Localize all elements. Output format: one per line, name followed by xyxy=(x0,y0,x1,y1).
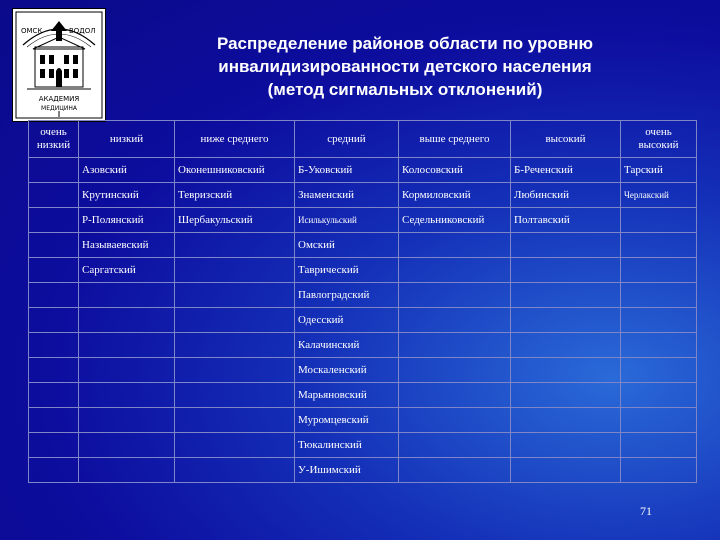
table-cell: Тарский xyxy=(621,158,697,183)
slide-title xyxy=(150,32,660,101)
table-cell: Называевский xyxy=(79,233,175,258)
academy-logo xyxy=(12,8,106,122)
table-cell xyxy=(29,333,79,358)
table-cell xyxy=(511,433,621,458)
table-cell: Москаленский xyxy=(295,358,399,383)
table-cell: Марьяновский xyxy=(295,383,399,408)
table-cell: Азовский xyxy=(79,158,175,183)
table-cell xyxy=(79,283,175,308)
table-cell xyxy=(511,233,621,258)
svg-text:ВОДОЛ: ВОДОЛ xyxy=(69,27,96,35)
table-cell xyxy=(29,208,79,233)
table-cell: Р-Полянский xyxy=(79,208,175,233)
table-cell xyxy=(621,308,697,333)
table-cell xyxy=(175,358,295,383)
table-cell xyxy=(621,358,697,383)
table-cell xyxy=(29,233,79,258)
table-row xyxy=(29,258,697,283)
table-cell: Б-Уковский xyxy=(295,158,399,183)
table-cell xyxy=(399,233,511,258)
table-cell xyxy=(621,408,697,433)
table-cell xyxy=(399,283,511,308)
table-cell xyxy=(29,358,79,383)
table-cell xyxy=(79,333,175,358)
table-cell xyxy=(175,333,295,358)
table-cell xyxy=(29,308,79,333)
header-high: высокий xyxy=(511,121,621,158)
page-number: 71 xyxy=(640,504,652,518)
table-cell xyxy=(29,158,79,183)
table-cell: Черлакский xyxy=(621,183,697,208)
svg-text:ОМСК: ОМСК xyxy=(21,27,43,35)
header-below-average: ниже среднего xyxy=(175,121,295,158)
table-row xyxy=(29,183,697,208)
table-cell xyxy=(511,458,621,483)
table-cell xyxy=(79,408,175,433)
table-cell: Любинский xyxy=(511,183,621,208)
table-cell xyxy=(399,358,511,383)
table-row xyxy=(29,208,697,233)
table-cell xyxy=(29,433,79,458)
table-cell xyxy=(621,383,697,408)
table-cell xyxy=(175,258,295,283)
table-cell xyxy=(175,383,295,408)
table-cell: Калачинский xyxy=(295,333,399,358)
table-row xyxy=(29,358,697,383)
table-cell xyxy=(79,358,175,383)
table-cell xyxy=(511,308,621,333)
table-cell xyxy=(79,308,175,333)
table-cell xyxy=(399,333,511,358)
table-cell: Таврический xyxy=(295,258,399,283)
table-cell xyxy=(175,458,295,483)
table-row xyxy=(29,433,697,458)
svg-text:АКАДЕМИЯ: АКАДЕМИЯ xyxy=(38,95,80,103)
table-cell xyxy=(79,383,175,408)
table-cell xyxy=(175,233,295,258)
table-cell xyxy=(621,233,697,258)
table-cell xyxy=(29,283,79,308)
table-cell xyxy=(175,433,295,458)
table-row xyxy=(29,333,697,358)
title-line-3: (метод сигмальных отклонений) xyxy=(267,80,543,99)
table-cell: Тюкалинский xyxy=(295,433,399,458)
table-cell: Тевризский xyxy=(175,183,295,208)
table-cell xyxy=(621,458,697,483)
table-cell: Знаменский xyxy=(295,183,399,208)
table-row xyxy=(29,158,697,183)
table-cell xyxy=(511,358,621,383)
table-row xyxy=(29,458,697,483)
table-cell xyxy=(621,283,697,308)
table-cell: Павлоградский xyxy=(295,283,399,308)
table-cell: Б-Реченский xyxy=(511,158,621,183)
table-cell xyxy=(175,408,295,433)
table-cell xyxy=(511,408,621,433)
table-cell: Колосовский xyxy=(399,158,511,183)
header-very-high: очень высокий xyxy=(621,121,697,158)
table-cell xyxy=(175,308,295,333)
table-cell xyxy=(621,433,697,458)
table-cell xyxy=(511,333,621,358)
table-cell xyxy=(29,383,79,408)
academy-emblem-icon xyxy=(13,9,105,121)
table-row xyxy=(29,408,697,433)
table-cell: Седельниковский xyxy=(399,208,511,233)
table-cell: Саргатский xyxy=(79,258,175,283)
header-above-average: выше среднего xyxy=(399,121,511,158)
table-cell xyxy=(511,283,621,308)
table-cell xyxy=(399,408,511,433)
table-cell xyxy=(621,333,697,358)
table-cell: Исилькульский xyxy=(295,208,399,233)
table-cell xyxy=(399,258,511,283)
table-row xyxy=(29,383,697,408)
table-cell: Полтавский xyxy=(511,208,621,233)
table-cell xyxy=(175,283,295,308)
table-cell: Омский xyxy=(295,233,399,258)
table-cell xyxy=(79,433,175,458)
table-cell: Кормиловский xyxy=(399,183,511,208)
table-cell xyxy=(79,458,175,483)
table-cell: Шербакульский xyxy=(175,208,295,233)
title-line-1: Распределение районов области по уровню xyxy=(216,34,594,53)
table-cell xyxy=(621,208,697,233)
table-row xyxy=(29,308,697,333)
table-cell xyxy=(399,383,511,408)
header-very-low: очень низкий xyxy=(29,121,79,158)
table-row xyxy=(29,233,697,258)
svg-text:МЕДИЦИНА: МЕДИЦИНА xyxy=(41,105,77,112)
header-low: низкий xyxy=(79,121,175,158)
table-cell: Муромцевский xyxy=(295,408,399,433)
table-row xyxy=(29,283,697,308)
table-cell xyxy=(399,458,511,483)
title-line-2: инвалидизированности детского населения xyxy=(218,57,592,76)
table-cell xyxy=(399,433,511,458)
table-header-row xyxy=(29,121,697,158)
table-cell xyxy=(29,458,79,483)
table-cell: Крутинский xyxy=(79,183,175,208)
table-cell xyxy=(29,183,79,208)
table-cell xyxy=(399,308,511,333)
table-cell xyxy=(29,408,79,433)
table-cell xyxy=(511,383,621,408)
table-cell: Одесский xyxy=(295,308,399,333)
table-cell xyxy=(621,258,697,283)
table-cell: Оконешниковский xyxy=(175,158,295,183)
districts-table xyxy=(28,120,697,483)
table-cell xyxy=(29,258,79,283)
table-cell: У-Ишимский xyxy=(295,458,399,483)
table-cell xyxy=(511,258,621,283)
header-average: средний xyxy=(295,121,399,158)
